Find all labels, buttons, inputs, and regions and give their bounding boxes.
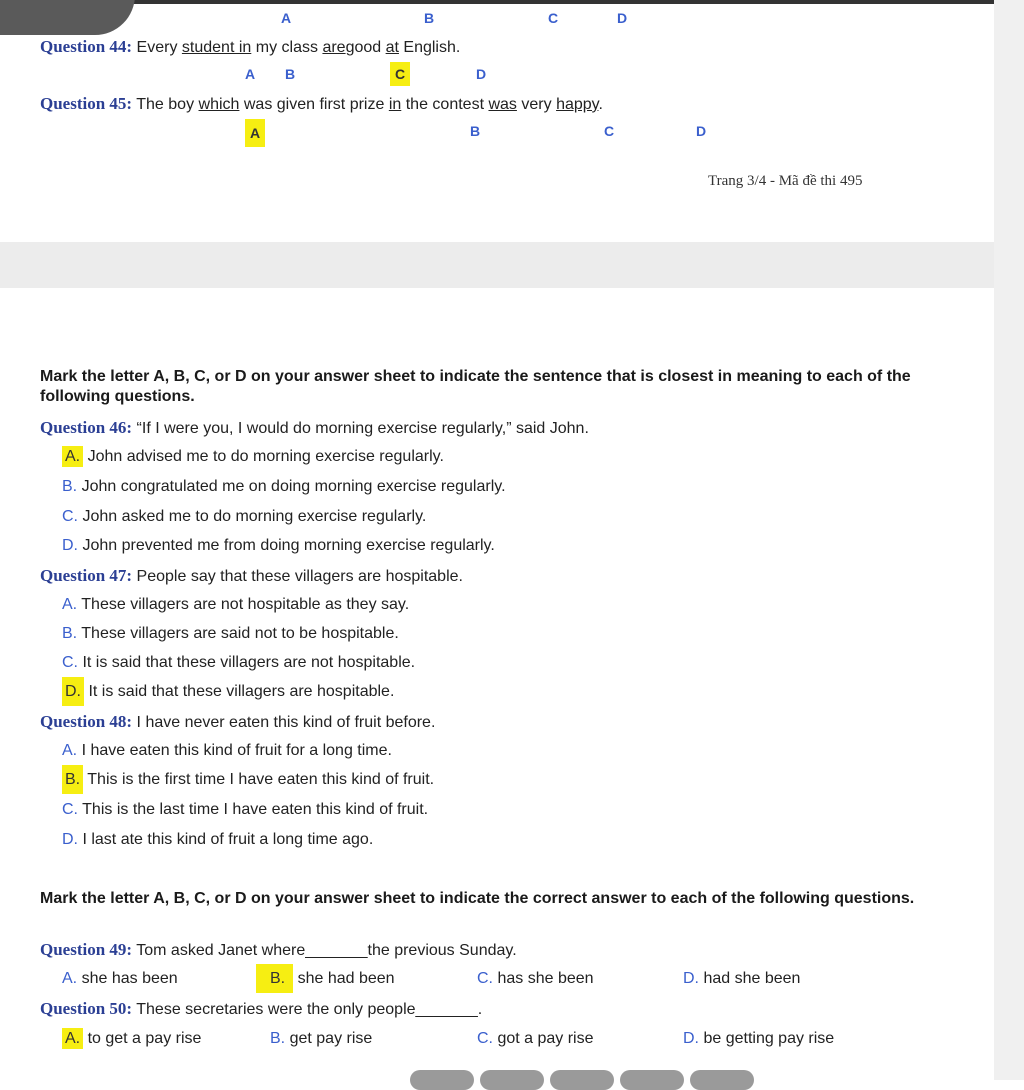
question-50: Question 50: These secretaries were the only people_______. <box>40 999 483 1018</box>
question-46: Question 46: “If I were you, I would do morning exercise regularly,” said John. <box>40 418 589 437</box>
bottom-toolbar-button[interactable] <box>550 1070 614 1090</box>
q49-option-d: D. had she been <box>683 970 801 987</box>
page-break <box>0 242 994 288</box>
section-instructions-1: Mark the letter A, B, C, or D on your answer sheet to indicate the sentence that is closest in meaning to each of the following questions. <box>40 368 911 405</box>
question-44: Question 44: Every student in my class aregood at English. <box>40 37 461 56</box>
q47-option-a: A. These villagers are not hospitable as they say. <box>62 596 410 613</box>
top-bar <box>0 0 1024 4</box>
q46-option-d: D. John prevented me from doing morning exercise regularly. <box>62 537 495 554</box>
q45-label-b: B <box>470 123 481 139</box>
q45-label-d: D <box>696 123 707 139</box>
q44-top-label-b: B <box>424 10 435 26</box>
q46-option-b: B. John congratulated me on doing morning exercise regularly. <box>62 478 506 495</box>
q46-option-c: C. John asked me to do morning exercise regularly. <box>62 508 427 525</box>
q46-option-a: A. John advised me to do morning exercise regularly. <box>62 448 444 466</box>
q44-top-label-c: C <box>548 10 559 26</box>
q48-number: Question 48: <box>40 712 133 731</box>
page-footer: Trang 3/4 - Mã đề thi 495 <box>708 173 863 189</box>
q47-option-d: D. It is said that these villagers are hospitable. <box>62 683 394 701</box>
q49-option-c: C. has she been <box>477 970 594 987</box>
q44-label-b: B <box>285 66 296 82</box>
q49-option-b: B. she had been <box>256 970 395 988</box>
q48-option-a: A. I have eaten this kind of fruit for a long time. <box>62 742 392 759</box>
section-instructions-2: Mark the letter A, B, C, or D on your answer sheet to indicate the correct answer to each of the following questions. <box>40 890 915 907</box>
q44-number: Question 44: <box>40 37 133 56</box>
bottom-toolbar-button[interactable] <box>410 1070 474 1090</box>
question-45: Question 45: The boy which was given first prize in the contest was very happy. <box>40 94 603 113</box>
q47-number: Question 47: <box>40 566 133 585</box>
q45-underline-c: was <box>488 96 517 113</box>
q50-option-d: D. be getting pay rise <box>683 1030 835 1047</box>
bottom-toolbar-button[interactable] <box>480 1070 544 1090</box>
q44-underline-a: student in <box>181 39 252 56</box>
q49-number: Question 49: <box>40 940 133 959</box>
question-49: Question 49: Tom asked Janet where_______the previous Sunday. <box>40 940 517 959</box>
q44-top-label-a: A <box>281 10 292 26</box>
q44-underline-c: are <box>322 39 346 56</box>
q44-label-a: A <box>245 66 256 82</box>
question-48: Question 48: I have never eaten this kind of fruit before. <box>40 712 436 731</box>
q45-underline-b: in <box>388 96 402 113</box>
q44-label-d: D <box>476 66 487 82</box>
q45-number: Question 45: <box>40 94 133 113</box>
q49-option-a: A. she has been <box>62 970 178 987</box>
q48-option-b: B. This is the first time I have eaten this kind of fruit. <box>62 771 434 789</box>
q50-option-c: C. got a pay rise <box>477 1030 594 1047</box>
q45-label-a-highlighted: A <box>245 119 265 147</box>
q48-option-c: C. This is the last time I have eaten this kind of fruit. <box>62 801 429 818</box>
bottom-toolbar-button[interactable] <box>690 1070 754 1090</box>
q50-option-b: B. get pay rise <box>270 1030 373 1047</box>
q44-top-label-d: D <box>617 10 628 26</box>
right-margin <box>994 0 1024 1080</box>
q45-label-c: C <box>604 123 615 139</box>
q44-label-c-highlighted: C <box>390 62 410 86</box>
bottom-toolbar-button[interactable] <box>620 1070 684 1090</box>
q50-option-a: A. to get a pay rise <box>62 1030 201 1048</box>
corner-tab <box>0 0 135 35</box>
q45-underline-d: happy <box>556 96 599 113</box>
q44-underline-d: at <box>385 39 399 56</box>
question-47: Question 47: People say that these villagers are hospitable. <box>40 566 463 585</box>
q46-number: Question 46: <box>40 418 133 437</box>
q50-number: Question 50: <box>40 999 133 1018</box>
q47-option-b: B. These villagers are said not to be hospitable. <box>62 625 399 642</box>
q47-option-c: C. It is said that these villagers are not hospitable. <box>62 654 416 671</box>
q45-underline-a: which <box>198 96 240 113</box>
q48-option-d: D. I last ate this kind of fruit a long time ago. <box>62 831 374 848</box>
